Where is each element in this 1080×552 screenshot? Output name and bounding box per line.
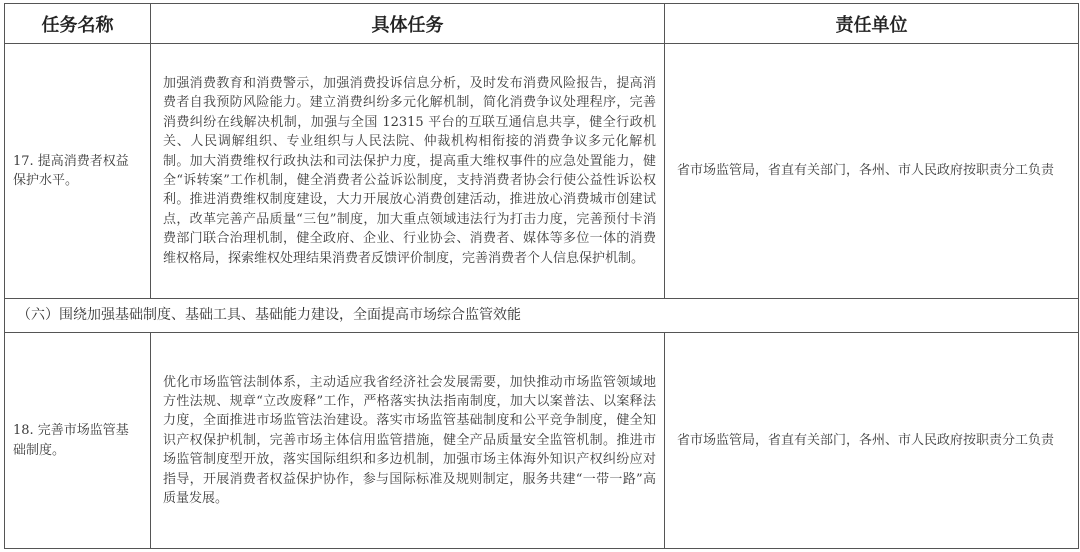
task-detail-cell: 优化市场监管法制体系，主动适应我省经济社会发展需要，加快推动市场监管领域地方性法规、规章“立改废释”工作，严格落实执法指南制度，加大以案普法、以案释法力度，全面推进市场监管法治建设。落实市场监管基础制度和公平竞争制度，健全知识产权保护机制，完善市场主体信用监管措施，健全产品质量安全监管机制。推进市场监管制度型开放，落实国际组织和多边机制，加强市场主体海外知识产权纠纷应对指导，开展消费者权益保护协作，参与国际标准及规则制定，服务共建“一带一路”高质量发展。	[151, 333, 665, 549]
task-name-cell: 18. 完善市场监管基础制度。	[5, 333, 151, 549]
header-task-name: 任务名称	[5, 4, 151, 44]
table-row	[5, 333, 1079, 549]
table-row	[5, 44, 1079, 299]
header-responsible-unit: 责任单位	[665, 4, 1079, 44]
task-name-cell: 17. 提高消费者权益保护水平。	[5, 44, 151, 299]
table-header-row	[5, 4, 1079, 44]
task-table	[4, 3, 1079, 549]
section-title: （六）围绕加强基础制度、基础工具、基础能力建设，全面提高市场综合监管效能	[5, 299, 1079, 333]
responsible-unit-cell: 省市场监管局，省直有关部门，各州、市人民政府按职责分工负责	[665, 333, 1079, 549]
task-detail-cell: 加强消费教育和消费警示，加强消费投诉信息分析，及时发布消费风险报告，提高消费者自我预防风险能力。建立消费纠纷多元化解机制，简化消费争议处理程序，完善消费纠纷在线解决机制，加强与全国 12315 平台的互联互通信息共享，健全行政机关、人民调解组织、专业组织与人民法院、仲裁机构相衔接的消费争议多元化解机制。加大消费维权行政执法和司法保护力度，提高重大维权事件的应急处置能力，健全“诉转案”工作机制，健全消费者公益诉讼制度，支持消费者协会行使公益性诉讼权利。推进消费维权制度建设，大力开展放心消费创建活动，推进放心消费城市创建试点，改革完善产品质量“三包”制度，加大重点领域违法行为打击力度，完善预付卡消费部门联合治理机制，健全政府、企业、行业协会、消费者、媒体等多位一体的消费维权格局，探索维权处理结果消费者反馈评价制度，完善消费者个人信息保护机制。	[151, 44, 665, 299]
responsible-unit-cell: 省市场监管局，省直有关部门，各州、市人民政府按职责分工负责	[665, 44, 1079, 299]
header-specific-task: 具体任务	[151, 4, 665, 44]
section-row	[5, 299, 1079, 333]
